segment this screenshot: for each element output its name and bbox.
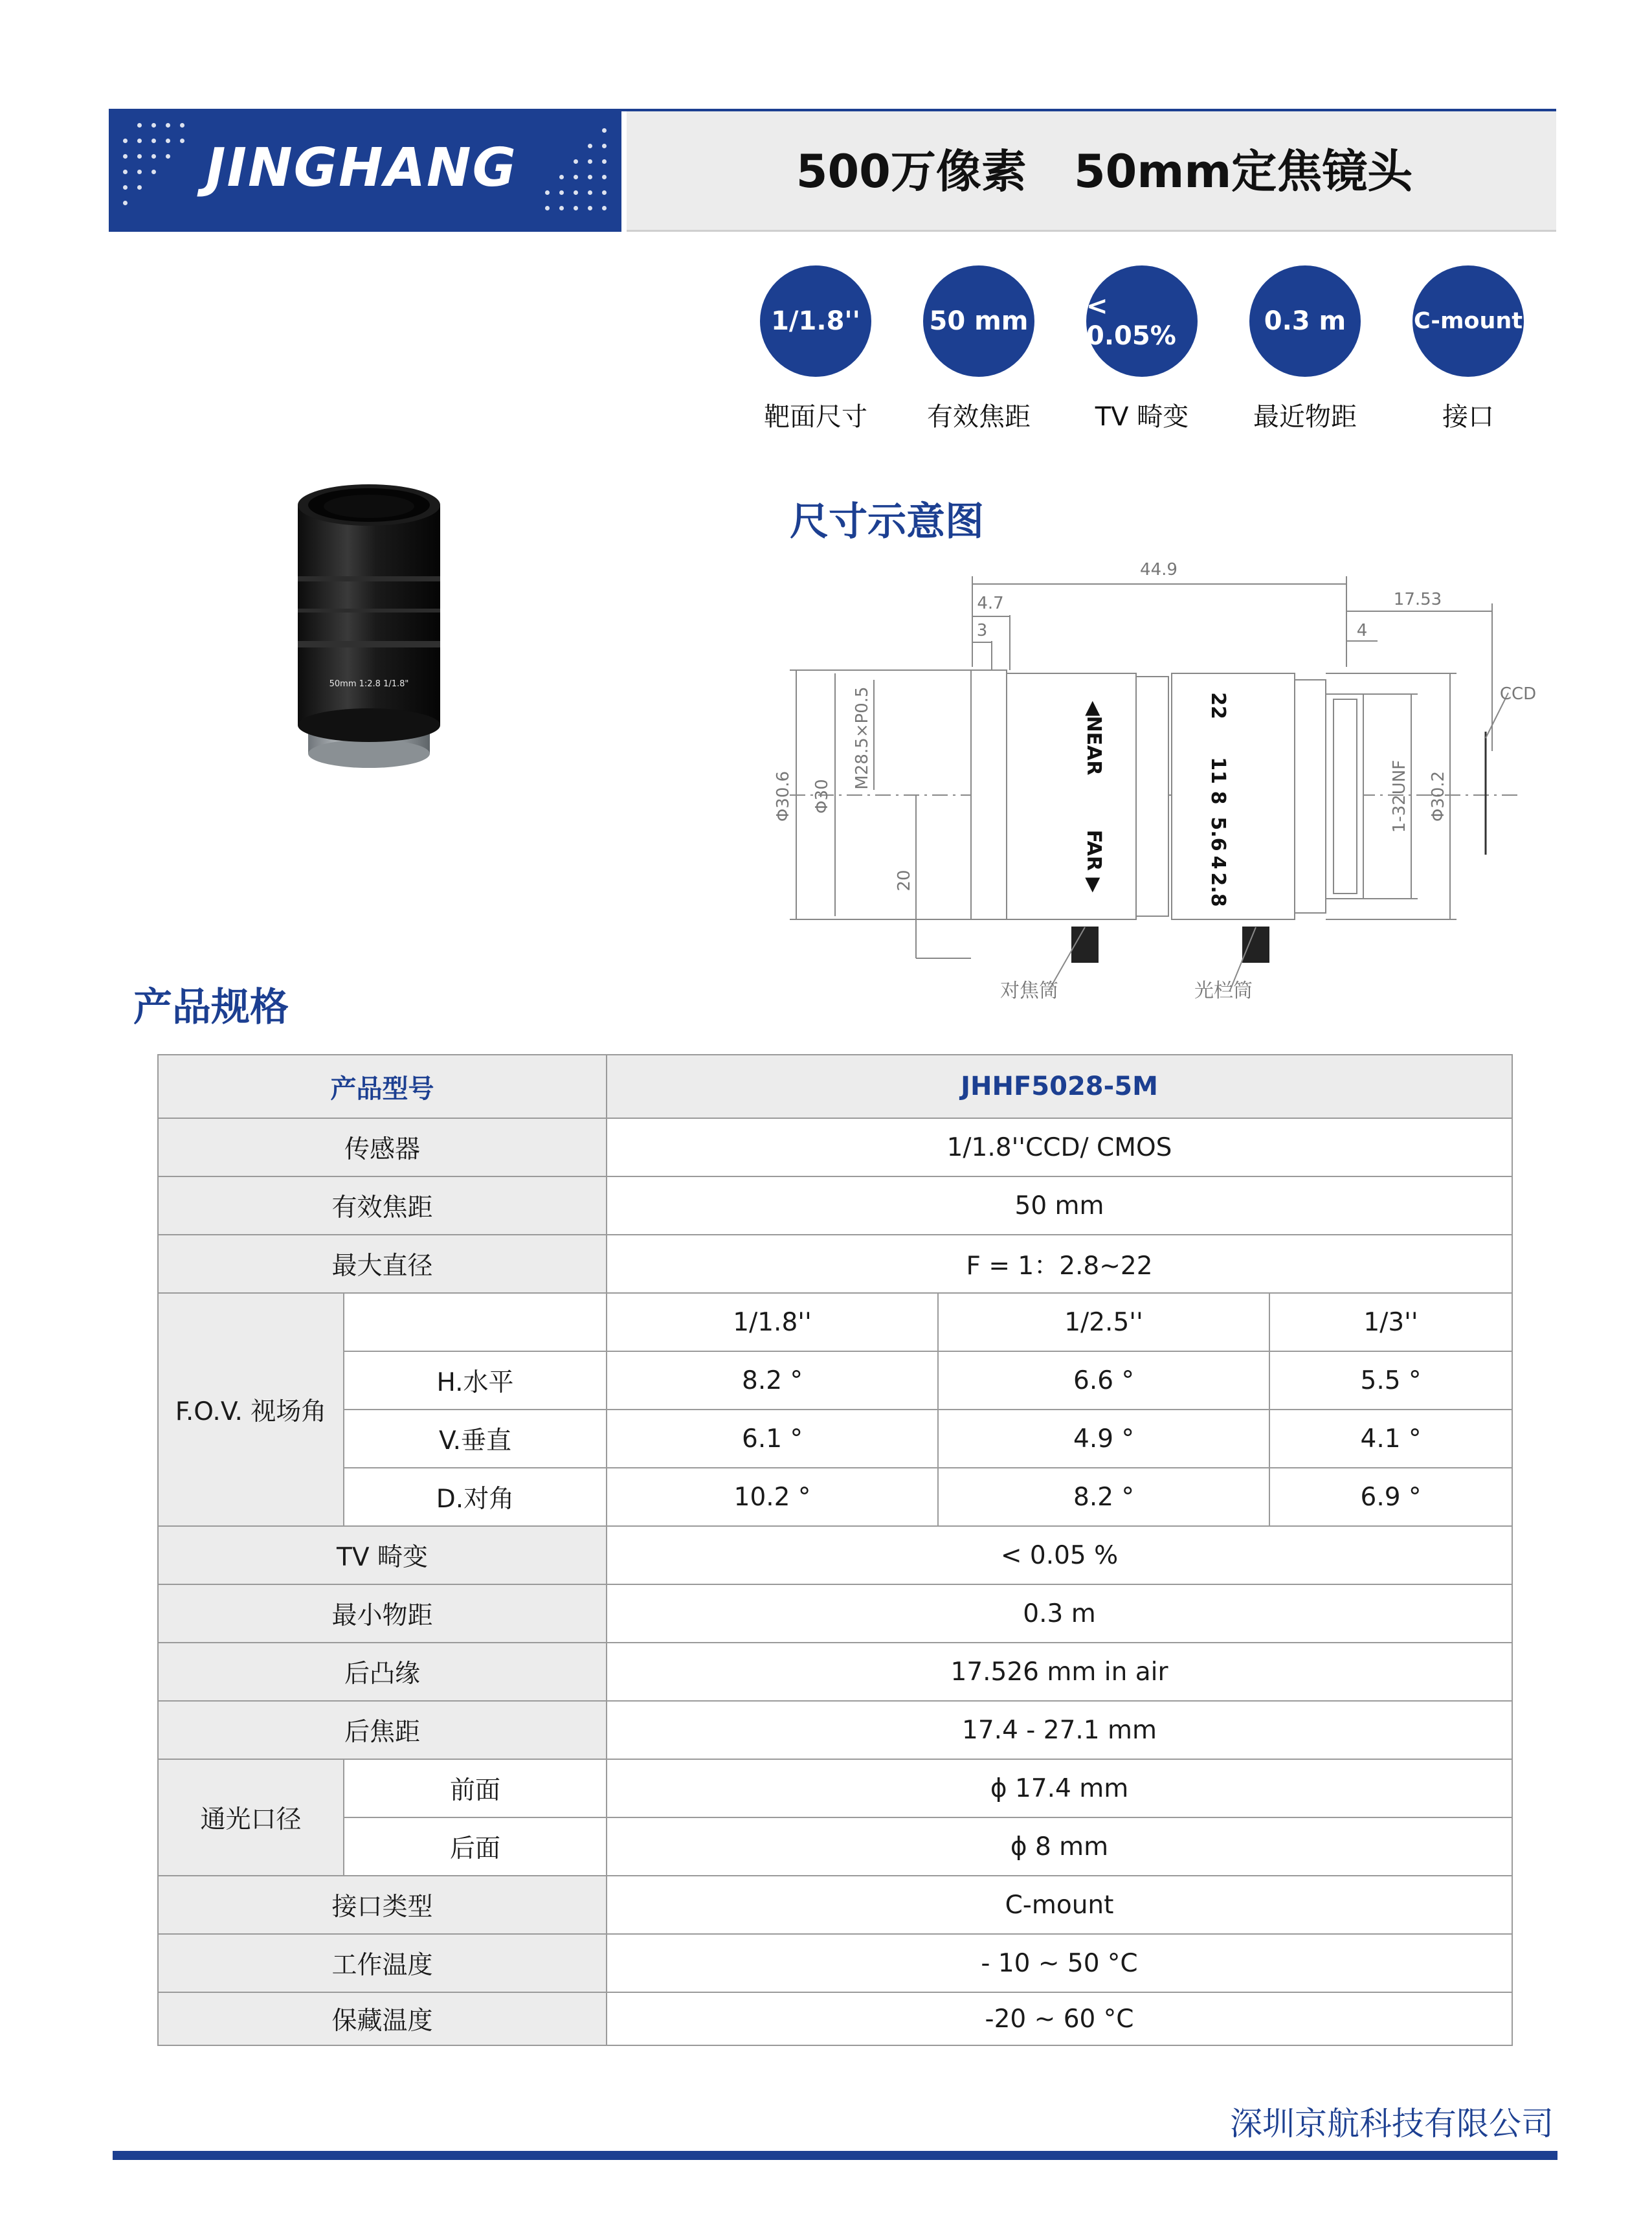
work-temp-value: - 10 ~ 50 °C [607,1934,1512,1992]
dim-total-length: 44.9 [1140,560,1178,579]
fov-row-v-label: V.垂直 [344,1410,607,1468]
focal-label: 有效焦距 [158,1176,607,1235]
dim-front-thread: M28.5×P0.5 [853,686,872,790]
badge-min-object-distance-label: 最近物距 [1253,402,1357,432]
table-row-fov-header [158,1293,1512,1351]
aperture-front-label: 前面 [344,1759,607,1817]
dimension-drawing [764,544,1567,1010]
mod-label: 最小物距 [158,1584,607,1643]
aperture-rear-value: ϕ 8 mm [607,1817,1512,1876]
flange-label: 后凸缘 [158,1643,607,1701]
mount-label: 接口类型 [158,1876,607,1934]
header-top-rule [109,109,1556,111]
fov-corner-cell [344,1293,607,1351]
table-row-storage-temp [158,1992,1512,2045]
dim-back-focus: 17.53 [1393,590,1442,609]
aperture-front-value: ϕ 17.4 mm [607,1759,1512,1817]
table-row-fov-d [158,1468,1512,1526]
dim-dia-30-6: Φ30.6 [774,770,793,822]
lens-product-photo [285,479,453,777]
badge-focal-length-label: 有效焦距 [927,402,1031,432]
specs-section-title: 产品规格 [133,985,289,1030]
focal-value: 50 mm [607,1176,1512,1235]
badge-mount-label: 接口 [1442,402,1494,432]
callout-iris-ring: 光栏筒 [1194,980,1253,1002]
fov-v-3: 4.1 ° [1269,1410,1512,1468]
dim-ccd-label: CCD [1499,684,1537,704]
badge-focal-length [921,265,1037,433]
fov-col-2: 1/2.5'' [938,1293,1269,1351]
brand-logo-text: JINGHANG [206,137,517,199]
table-row-focal [158,1176,1512,1235]
table-row-flange [158,1643,1512,1701]
page-header [109,109,1556,232]
badge-sensor-size [757,265,874,433]
storage-temp-label: 保藏温度 [158,1992,607,2045]
aperture-value: F = 1：2.8~22 [607,1235,1512,1293]
model-value: JHHF5028-5M [607,1055,1512,1118]
badge-sensor-size-label: 靶面尺寸 [764,402,867,432]
ring-label-far: FAR ▶ [1082,829,1105,893]
table-row-sensor [158,1118,1512,1176]
fov-v-1: 6.1 ° [607,1410,938,1468]
table-row-aperture-front [158,1759,1512,1817]
fov-h-1: 8.2 ° [607,1351,938,1410]
badge-distortion [1084,265,1200,433]
callout-focus-ring: 对焦筒 [1000,980,1058,1002]
drawing-section-title: 尺寸示意图 [790,499,984,545]
ring-label-f5-6: 5.6 [1207,816,1229,851]
table-row-mount [158,1876,1512,1934]
ring-label-near: ◀NEAR [1082,701,1105,776]
ring-label-f2-8: 2.8 [1207,872,1229,907]
fov-label: F.O.V. 视场角 [158,1293,344,1526]
fov-h-2: 6.6 ° [938,1351,1269,1410]
mount-value: C-mount [607,1876,1512,1934]
distortion-value: < 0.05 % [607,1526,1512,1584]
dim-front-offset: 4.7 [977,594,1004,613]
mod-value: 0.3 m [607,1584,1512,1643]
badge-mount [1410,265,1526,433]
sensor-label: 传感器 [158,1118,607,1176]
dim-dia-30: Φ30 [812,779,832,814]
table-row-distortion [158,1526,1512,1584]
title-banner [627,111,1556,232]
dim-height-20: 20 [895,870,914,892]
badge-focal-length-value: 50 mm [923,265,1034,377]
ring-label-f22: 22 [1207,692,1229,719]
table-row-model [158,1055,1512,1118]
fov-h-3: 5.5 ° [1269,1351,1512,1410]
logo-dot-pattern-left [109,109,199,232]
badge-distortion-value: < 0.05% [1086,265,1198,377]
table-row-work-temp [158,1934,1512,1992]
dim-dia-30-2: Φ30.2 [1429,770,1448,822]
badge-min-object-distance [1247,265,1363,433]
flange-value: 17.526 mm in air [607,1643,1512,1701]
badge-distortion-label: TV 畸变 [1095,402,1189,432]
badge-sensor-size-value: 1/1.8'' [760,265,871,377]
ring-label-f4: 4 [1207,855,1229,870]
distortion-label: TV 畸变 [158,1526,607,1584]
fov-d-1: 10.2 ° [607,1468,938,1526]
work-temp-label: 工作温度 [158,1934,607,1992]
logo-dot-pattern-right [530,109,621,232]
badge-min-object-distance-value: 0.3 m [1249,265,1361,377]
table-row-fov-v [158,1410,1512,1468]
page-title: 500万像素 50mm定焦镜头 [796,145,1413,198]
dim-front-step: 3 [976,621,988,640]
brand-logo-box [109,109,621,232]
badge-mount-value: C-mount [1412,265,1524,377]
lens-engraving: 50mm 1:2.8 1/1.8" [329,679,409,689]
table-row-aperture [158,1235,1512,1293]
dim-mount-thread: 1-32UNF [1390,759,1409,833]
aperture-label: 最大直径 [158,1235,607,1293]
fov-v-2: 4.9 ° [938,1410,1269,1468]
table-row-fov-h [158,1351,1512,1410]
footer-company-name: 深圳京航科技有限公司 [1230,2105,1554,2142]
dim-mount-step: 4 [1356,621,1368,640]
table-row-aperture-rear [158,1817,1512,1876]
ring-label-f8: 8 [1207,791,1229,805]
storage-temp-value: -20 ~ 60 °C [607,1992,1512,2045]
fov-row-h-label: H.水平 [344,1351,607,1410]
aperture-size-label: 通光口径 [158,1759,344,1876]
fov-col-3: 1/3'' [1269,1293,1512,1351]
key-spec-badges [757,265,1567,440]
fov-col-1: 1/1.8'' [607,1293,938,1351]
spec-table [157,1054,1513,2046]
sensor-value: 1/1.8''CCD/ CMOS [607,1118,1512,1176]
fov-d-2: 8.2 ° [938,1468,1269,1526]
fov-d-3: 6.9 ° [1269,1468,1512,1526]
model-label: 产品型号 [158,1055,607,1118]
table-row-mod [158,1584,1512,1643]
table-row-back-focal [158,1701,1512,1759]
fov-row-d-label: D.对角 [344,1468,607,1526]
aperture-rear-label: 后面 [344,1817,607,1876]
back-focal-label: 后焦距 [158,1701,607,1759]
footer-rule [113,2151,1557,2160]
ring-label-f11: 11 [1207,757,1229,784]
back-focal-value: 17.4 - 27.1 mm [607,1701,1512,1759]
